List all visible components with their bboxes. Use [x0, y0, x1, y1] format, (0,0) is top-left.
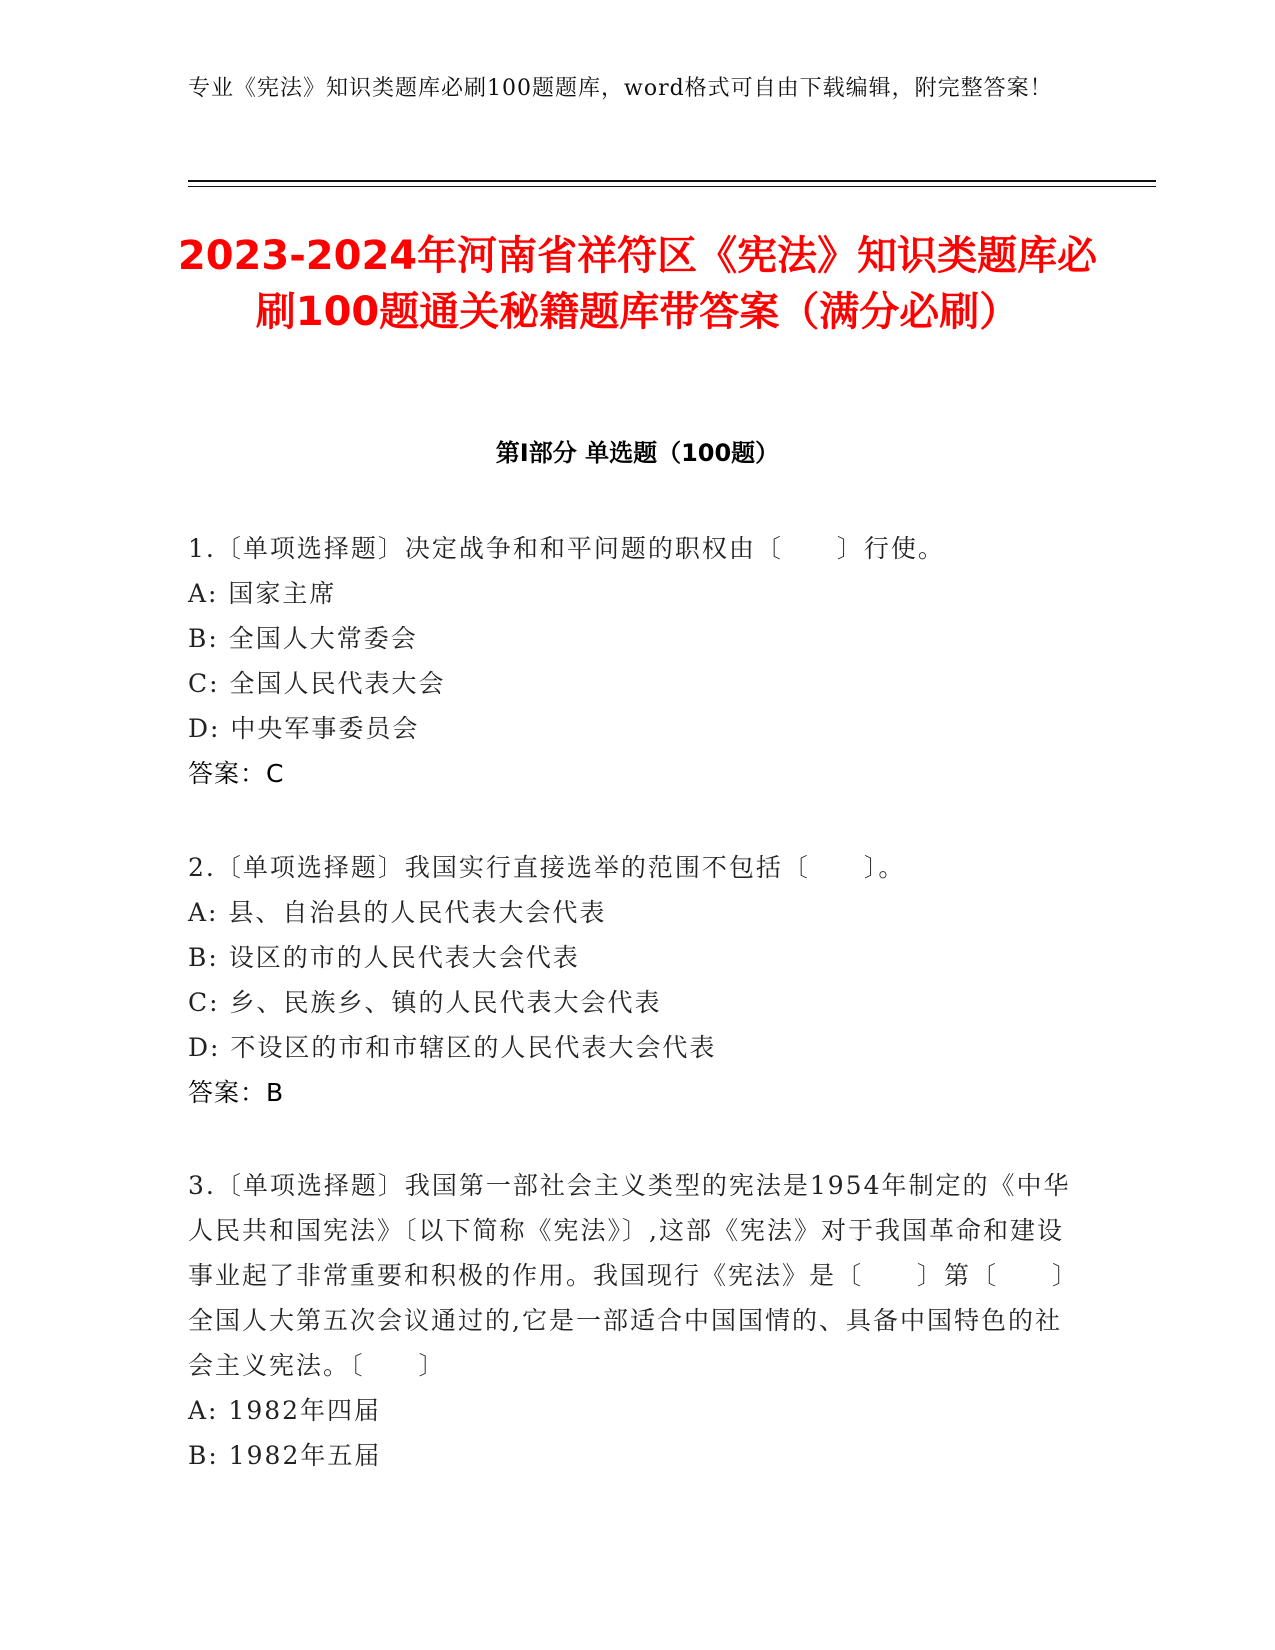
header-divider-thin	[188, 186, 1156, 187]
question-2	[188, 845, 1078, 1115]
question-stem: 3.〔单项选择题〕我国第一部社会主义类型的宪法是1954年制定的《中华人民共和国宪法》〔以下简称《宪法》〕,这部《宪法》对于我国革命和建设事业起了非常重要和积极的作用。我国现行《宪法》是〔 〕第〔 〕全国人大第五次会议通过的,它是一部适合中国国情的、具备中国特色的社会主义宪法。〔 〕	[188, 1171, 1071, 1380]
option-b: B: 全国人大常委会	[188, 624, 418, 653]
header-divider	[188, 180, 1156, 182]
question-1	[188, 526, 1078, 796]
answer: 答案：B	[188, 1078, 285, 1107]
option-b: B: 1982年五届	[188, 1441, 382, 1470]
option-d: D: 中央军事委员会	[188, 714, 420, 743]
option-c: C: 乡、民族乡、镇的人民代表大会代表	[188, 988, 662, 1017]
option-b: B: 设区的市的人民代表大会代表	[188, 943, 580, 972]
question-stem: 1.〔单项选择题〕决定战争和和平问题的职权由〔 〕行使。	[188, 534, 945, 563]
option-d: D: 不设区的市和市辖区的人民代表大会代表	[188, 1033, 717, 1062]
answer: 答案：C	[188, 759, 285, 788]
document-title: 2023-2024年河南省祥符区《宪法》知识类题库必刷100题通关秘籍题库带答案（满分必刷）	[177, 233, 1098, 335]
option-c: C: 全国人民代表大会	[188, 669, 446, 698]
header-note: 专业《宪法》知识类题库必刷100题题库，word格式可自由下载编辑，附完整答案！	[188, 76, 1053, 101]
section-title: 第Ⅰ部分 单选题（100题）	[495, 439, 780, 467]
option-a: A: 国家主席	[188, 579, 337, 608]
question-3	[188, 1163, 1078, 1478]
option-a: A: 1982年四届	[188, 1396, 382, 1425]
question-stem: 2.〔单项选择题〕我国实行直接选举的范围不包括〔 〕。	[188, 853, 906, 882]
option-a: A: 县、自治县的人民代表大会代表	[188, 898, 607, 927]
